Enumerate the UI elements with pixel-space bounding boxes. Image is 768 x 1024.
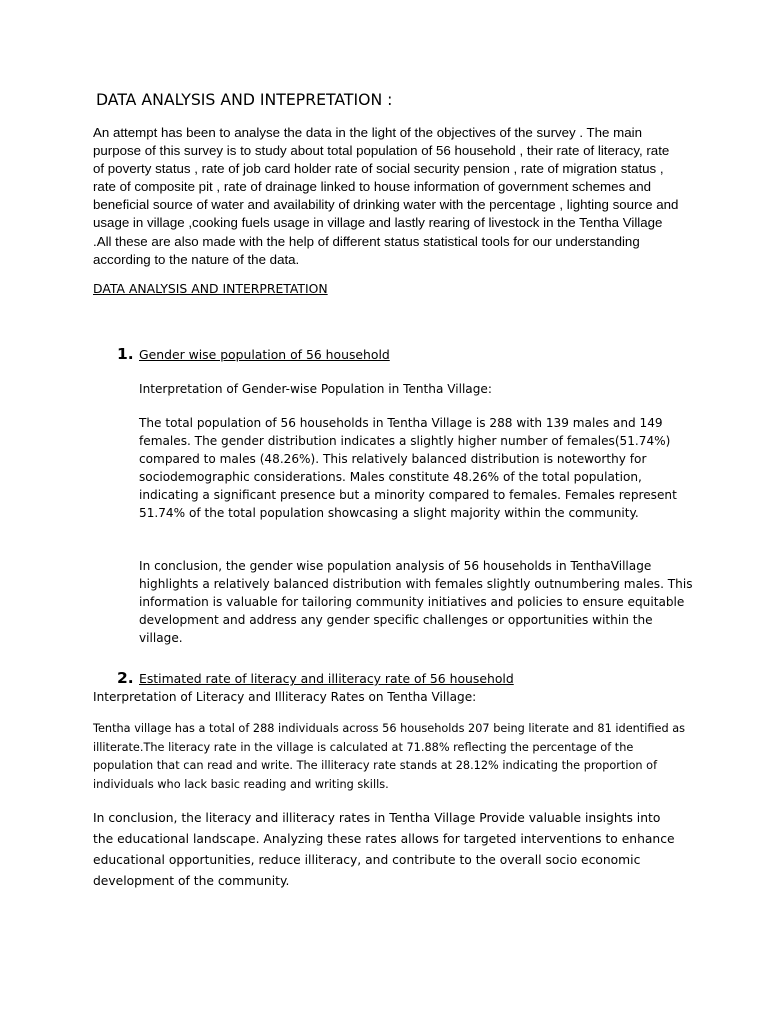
section-1-subheading: Interpretation of Gender-wise Population in Tentha Village:: [139, 382, 492, 396]
section-2-paragraph-2: In conclusion, the literacy and illiteracy rates in Tentha Village Provide valuable insights into the educational landscape. Analyzing these rates allows for targeted interventions to enhance educational opportunities, reduce illiteracy, and contribute to the overall socio economic development of the community.: [93, 811, 675, 888]
section-1-paragraph-2: In conclusion, the gender wise population analysis of 56 households in TenthaVillage highlights a relatively balanced distribution with females slightly outnumbering males. This information is valuable for tailoring community initiatives and policies to ensure equitable development and address any gender specific challenges or opportunities within the village.: [139, 559, 693, 645]
section-1-paragraph-1: The total population of 56 households in Tentha Village is 288 with 139 males and 149 females. The gender distribution indicates a slightly higher number of females(51.74%) compared to males (48.26%). This relatively balanced distribution is noteworthy for sociodemographic considerations. Males constitute 48.26% of the total population, indicating a significant presence but a minority compared to females. Females represent 51.74% of the total population showcasing a slight majority within the community.: [139, 416, 677, 520]
section-2-number: 2.: [117, 669, 134, 687]
intro-paragraph: An attempt has been to analyse the data in the light of the objectives of the survey . The main purpose of this survey is to study about total population of 56 household , their rate of literacy, rate of poverty status , rate of job card holder rate of social security pension , rate of migration status , rate of composite pit , rate of drainage linked to house information of government schemes and beneficial source of water and availability of drinking water with the percentage , lighting source and usage in village ,cooking fuels usage in village and lastly rearing of livestock in the Tentha Village .All these are also made with the help of different status statistical tools for our understanding according to the nature of the data.: [93, 125, 679, 267]
section-2-title: Estimated rate of literacy and illiteracy rate of 56 household: [139, 671, 514, 686]
section-1-number: 1.: [117, 345, 134, 363]
section-heading-data-analysis: DATA ANALYSIS AND INTERPRETATION: [93, 281, 328, 296]
section-2-subheading: Interpretation of Literacy and Illiteracy Rates on Tentha Village:: [93, 690, 477, 704]
section-1-title: Gender wise population of 56 household: [139, 347, 390, 362]
page-title: DATA ANALYSIS AND INTEPRETATION :: [96, 90, 393, 109]
section-2-paragraph-1: Tentha village has a total of 288 individuals across 56 households 207 being literate and 81 identified as illiterate.The literacy rate in the village is calculated at 71.88% reflecting the percentage of the population that can read and write. The illiteracy rate stands at 28.12% indicating the proportion of individuals who lack basic reading and writing skills.: [93, 722, 686, 791]
